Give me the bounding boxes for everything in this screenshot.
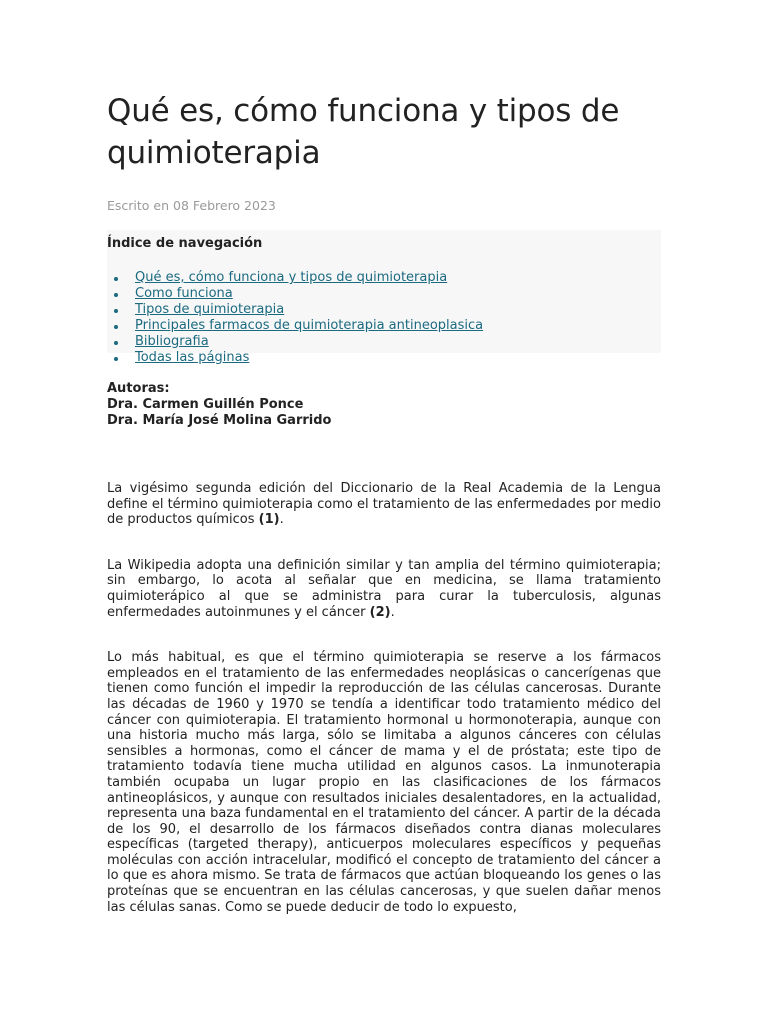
navigation-index [107, 230, 661, 365]
toc-link-que-es[interactable]: Qué es, cómo funciona y tipos de quimioterapia [135, 270, 448, 285]
bullet-icon [114, 341, 118, 345]
toc-item [107, 318, 661, 334]
citation-reference: (2) [369, 604, 391, 620]
toc-link-farmacos[interactable]: Principales farmacos de quimioterapia antineoplasica [135, 318, 484, 333]
paragraph-text: La vigésimo segunda edición del Diccionario de la Real Academia de la Lengua define el término quimioterapia como el tratamiento de las enfermedades por medio de productos químicos [107, 481, 661, 528]
body-paragraph [107, 558, 661, 620]
toc-link-tipos[interactable]: Tipos de quimioterapia [135, 302, 285, 317]
bullet-icon [114, 325, 118, 329]
paragraph-text: La Wikipedia adopta una definición similar y tan amplia del término quimioterapia; sin embargo, lo acota al señalar que en medicina, se llama tratamiento quimioterápico al que se administra para curar la tuberculosis, algunas enfermedades autoinmunes y el cáncer [107, 557, 661, 620]
navigation-index-list [107, 270, 661, 366]
toc-item [107, 334, 661, 350]
bullet-icon [114, 309, 118, 313]
toc-item [107, 350, 661, 366]
navigation-index-heading: Índice de navegación [107, 236, 263, 251]
toc-link-como-funciona[interactable]: Como funciona [135, 286, 233, 301]
paragraph-end: . [279, 512, 284, 528]
citation-reference: (1) [258, 512, 280, 528]
bullet-icon [114, 277, 118, 281]
author-name: Dra. Carmen Guillén Ponce [107, 397, 304, 412]
toc-item [107, 302, 661, 318]
body-paragraph [107, 481, 661, 528]
toc-link-bibliografia[interactable]: Bibliografia [135, 334, 209, 349]
bullet-icon [114, 357, 118, 361]
bullet-icon [114, 293, 118, 297]
authors-block [107, 381, 661, 429]
page-title: Qué es, cómo funciona y tipos de quimioterapia [107, 93, 620, 171]
article [107, 90, 661, 915]
body-paragraph [107, 650, 661, 915]
paragraph-end: . [390, 604, 395, 620]
toc-item [107, 270, 661, 286]
published-date: Escrito en 08 Febrero 2023 [107, 198, 276, 213]
paragraph-text: Lo más habitual, es que el término quimioterapia se reserve a los fármacos empleados en el tratamiento de las enfermedades neoplásicas o cancerígenas que tienen como función el impedir la reproducción de las células cancerosas. Durante las décadas de 1960 y 1970 se tendía a identificar todo tratamiento médico del cáncer con quimioterapia. El tratamiento hormonal u hormonoterapia, aunque con una historia mucho más larga, sólo se limitaba a algunos cánceres con células sensibles a hormonas, como el cáncer de mama y el de próstata; este tipo de tratamiento todavía tiene mucha utilidad en algunos casos. La inmunoterapia también ocupaba un lugar propio en las clasificaciones de los fármacos antineoplásicos, y aunque con resultados iniciales desalentadores, en la actualidad, representa una baza fundamental en el tratamiento del cáncer. A partir de la década de los 90, el desarrollo de los fármacos diseñados contra dianas moleculares específicas (targeted therapy), anticuerpos moleculares específicos y pequeñas moléculas con acción intracelular, modificó el concepto de tratamiento del cáncer a lo que es ahora mismo. Se trata de fármacos que actúan bloqueando los genes o las proteínas que se encuentran en las células cancerosas, y que suelen dañar menos las células sanas. Como se puede deducir de todo lo expuesto, [107, 650, 661, 915]
toc-link-todas-las-paginas[interactable]: Todas las páginas [135, 350, 250, 365]
authors-label: Autoras: [107, 381, 170, 396]
author-name: Dra. María José Molina Garrido [107, 413, 332, 428]
toc-item [107, 286, 661, 302]
